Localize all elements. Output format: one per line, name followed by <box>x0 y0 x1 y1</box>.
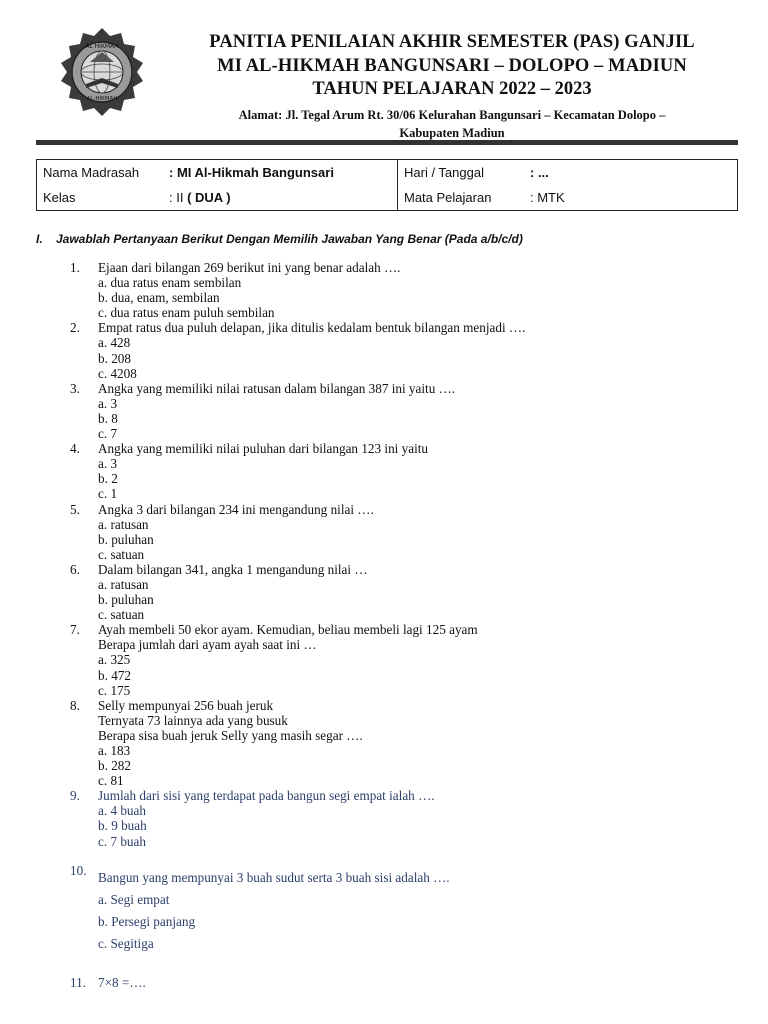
question-item <box>70 502 730 562</box>
answer-option: a. 183 <box>98 743 131 758</box>
question-text: Berapa jumlah dari ayam ayah saat ini … <box>98 637 317 653</box>
question-body <box>98 863 730 951</box>
question-number: 1. <box>70 260 80 275</box>
answer-option: b. 282 <box>98 758 131 774</box>
identity-cell-school <box>37 160 398 186</box>
header-divider <box>36 140 738 145</box>
question-number: 5. <box>70 501 80 517</box>
answer-option: c. 81 <box>98 773 124 789</box>
question-number: 7. <box>70 622 80 638</box>
question-item <box>70 320 730 380</box>
answer-option: b. puluhan <box>98 531 154 547</box>
answer-option: c. satuan <box>98 607 145 623</box>
question-text: 7×8 =…. <box>98 975 146 991</box>
answer-option: b. puluhan <box>98 592 154 608</box>
question-text: Angka yang memiliki nilai puluhan dari bilangan 123 ini yaitu <box>98 441 428 457</box>
section-heading <box>36 232 523 246</box>
letterhead-line-1: PANITIA PENILAIAN AKHIR SEMESTER (PAS) GANJIL <box>209 32 695 52</box>
question-number: 10. <box>70 862 87 878</box>
answer-option: a. dua ratus enam sembilan <box>98 275 242 291</box>
question-text: Ejaan dari bilangan 269 berikut ini yang benar adalah …. <box>98 260 401 275</box>
question-body <box>98 698 730 789</box>
question-text: Empat ratus dua puluh delapan, jika ditulis kedalam bentuk bilangan menjadi …. <box>98 320 526 336</box>
answer-option: b. 8 <box>98 410 118 426</box>
question-body <box>98 320 730 380</box>
question-item <box>70 260 730 320</box>
answer-option: a. ratusan <box>98 576 149 592</box>
question-text: Jumlah dari sisi yang terdapat pada bangun segi empat ialah …. <box>98 788 435 804</box>
hari-value: : ... <box>530 165 549 180</box>
identity-cell-subject <box>398 185 738 211</box>
answer-option: c. 7 <box>98 426 118 442</box>
answer-option: a. ratusan <box>98 516 149 532</box>
address-line-2: Kabupaten Madiun <box>399 126 505 140</box>
letterhead-line-3: TAHUN PELAJARAN 2022 – 2023 <box>312 79 592 99</box>
answer-option: c. 4208 <box>98 365 137 381</box>
question-text: Ternyata 73 lainnya ada yang busuk <box>98 712 288 728</box>
logo-text-top: AL HIKMAH <box>85 43 119 50</box>
answer-option: b. Persegi panjang <box>98 913 196 929</box>
mapel-value: : MTK <box>530 190 565 205</box>
answer-option: c. 1 <box>98 486 118 502</box>
section-title: Jawablah Pertanyaan Berikut Dengan Memilih Jawaban Yang Benar (Pada a/b/c/d) <box>56 232 523 246</box>
question-text: Angka 3 dari bilangan 234 ini mengandung nilai …. <box>98 501 374 517</box>
letterhead-line-2: MI AL-HIKMAH BANGUNSARI – DOLOPO – MADIUN <box>217 56 687 76</box>
question-number: 8. <box>70 697 80 713</box>
question-item <box>70 975 730 990</box>
question-number: 4. <box>70 441 80 457</box>
kelas-prefix: : II <box>169 190 188 205</box>
question-body <box>98 622 730 697</box>
question-body <box>98 788 730 848</box>
question-number: 9. <box>70 788 80 804</box>
question-number: 2. <box>70 320 80 336</box>
hari-label: Hari / Tanggal <box>404 165 484 180</box>
answer-option: b. 472 <box>98 667 131 683</box>
question-item <box>70 863 730 951</box>
question-text: Ayah membeli 50 ekor ayam. Kemudian, beliau membeli lagi 125 ayam <box>98 622 478 638</box>
question-text: Bangun yang mempunyai 3 buah sudut serta 3 buah sisi adalah …. <box>98 869 450 885</box>
question-item <box>70 381 730 441</box>
answer-option: b. dua, enam, sembilan <box>98 290 220 306</box>
nama-madrasah-label: Nama Madrasah <box>43 165 140 180</box>
answer-option: a. 428 <box>98 335 131 351</box>
identity-cell-date <box>398 160 738 186</box>
answer-option: b. 2 <box>98 471 118 487</box>
kelas-value: ( DUA ) <box>187 190 231 205</box>
question-item <box>70 698 730 789</box>
mapel-label: Mata Pelajaran <box>404 190 492 205</box>
answer-option: a. 3 <box>98 456 118 472</box>
question-text: Berapa sisa buah jeruk Selly yang masih segar …. <box>98 727 363 743</box>
kelas-label: Kelas <box>43 190 76 205</box>
question-body <box>98 381 730 441</box>
question-text: Selly mempunyai 256 buah jeruk <box>98 697 274 713</box>
answer-option: b. 9 buah <box>98 818 147 834</box>
question-item <box>70 788 730 848</box>
question-body <box>98 441 730 501</box>
nama-madrasah-value: : MI Al-Hikmah Bangunsari <box>169 165 334 180</box>
answer-option: a. 4 buah <box>98 803 146 819</box>
question-text: Dalam bilangan 341, angka 1 mengandung nilai … <box>98 561 368 577</box>
answer-option: c. Segitiga <box>98 935 154 951</box>
question-number: 3. <box>70 380 80 396</box>
question-item <box>70 622 730 697</box>
question-text: Angka yang memiliki nilai ratusan dalam bilangan 387 ini yaitu …. <box>98 380 456 396</box>
question-number: 6. <box>70 561 80 577</box>
school-logo <box>52 26 152 118</box>
identity-cell-class <box>37 185 398 211</box>
letterhead <box>162 30 742 142</box>
answer-option: c. 7 buah <box>98 833 146 849</box>
identity-table <box>36 159 738 211</box>
question-number: 11. <box>70 975 86 991</box>
question-item <box>70 441 730 501</box>
section-number: I. <box>36 232 43 246</box>
logo-text-bottom: AL-HIKMAH <box>86 96 118 102</box>
question-body <box>98 562 730 622</box>
answer-option: a. 3 <box>98 395 118 411</box>
answer-option: a. Segi empat <box>98 891 170 907</box>
answer-option: c. dua ratus enam puluh sembilan <box>98 305 275 321</box>
question-body <box>98 975 730 990</box>
answer-option: b. 208 <box>98 350 131 366</box>
question-body <box>98 260 730 320</box>
answer-option: c. 175 <box>98 682 131 698</box>
answer-option: c. satuan <box>98 546 145 562</box>
address-line-1: Alamat: Jl. Tegal Arum Rt. 30/06 Kelurahan Bangunsari – Kecamatan Dolopo – <box>238 108 666 122</box>
question-body <box>98 502 730 562</box>
question-item <box>70 562 730 622</box>
question-list <box>70 260 730 990</box>
answer-option: a. 325 <box>98 652 131 668</box>
